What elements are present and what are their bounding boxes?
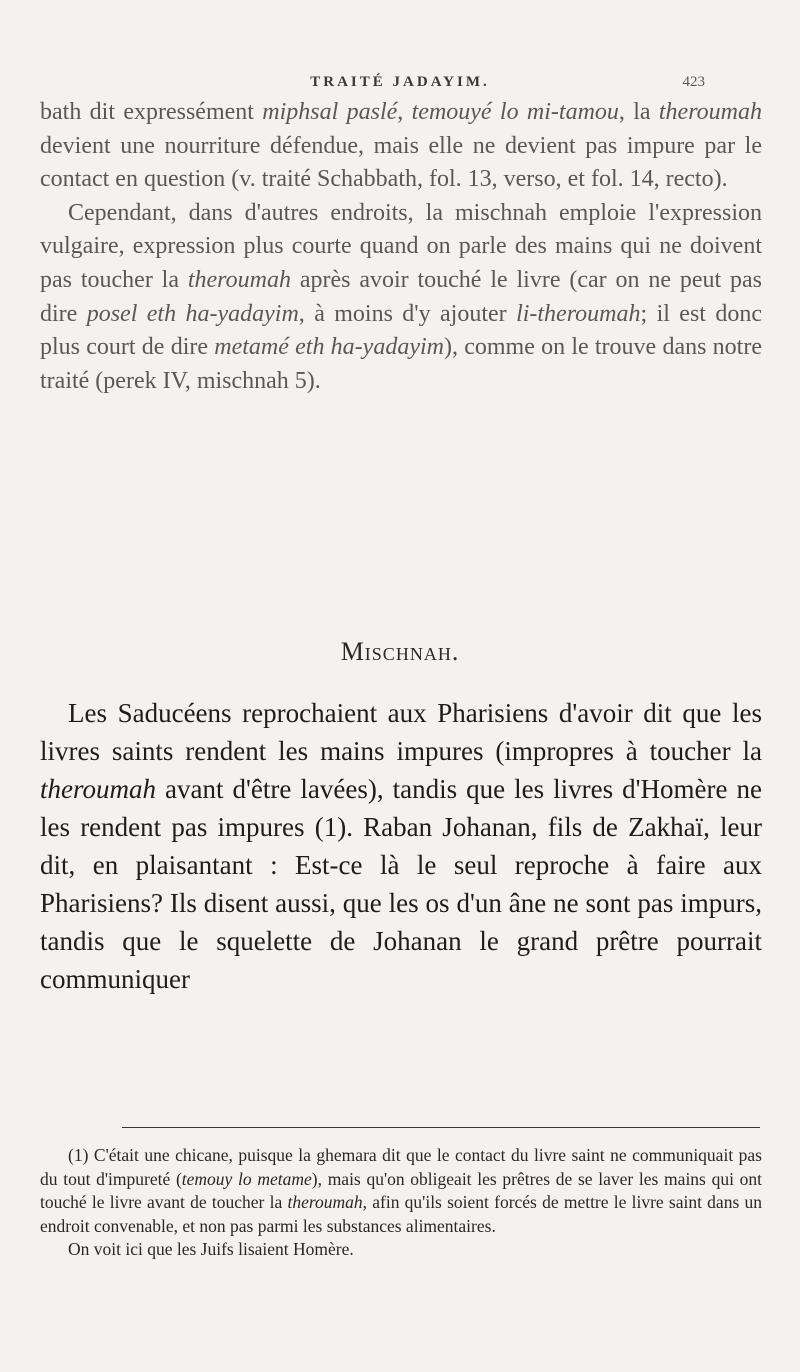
section-title: Mischnah.	[340, 637, 460, 666]
page-number: 423	[682, 74, 705, 90]
page-header	[0, 74, 800, 98]
paragraph-continuation: bath dit expressément miphsal paslé, temouyé lo mi-tamou, la theroumah devient une nourriture défendue, mais elle ne devient pas impure par le contact en question (v. traité Schabbath, fol. 13, verso, et fol. 14, recto).	[40, 99, 762, 193]
footnote	[40, 1144, 762, 1262]
paragraph-cependant: Cependant, dans d'autres endroits, la mischnah emploie l'expression vulgaire, expression plus courte quand on parle des mains qui ne doivent pas toucher la theroumah après avoir touché le livre (car on ne peut pas dire posel eth ha-yadayim, à moins d'y ajouter li-theroumah; il est donc plus court de dire metamé eth ha-yadayim), comme on le trouve dans notre traité (perek IV, mischnah 5).	[40, 199, 763, 394]
running-head: TRAITÉ JADAYIM.	[310, 74, 490, 90]
commentary-text	[40, 96, 762, 398]
mishnah-paragraph: Les Saducéens reprochaient aux Pharisiens d'avoir dit que les livres saints rendent les mains impures (impropres à toucher la theroumah avant d'être lavées), tandis que les livres d'Homère ne les rendent pas impures (1). Raban Johanan, fils de Zakhaï, leur dit, en plaisantant : Est-ce là le seul reproche à faire aux Pharisiens? Ils disent aussi, que les os d'un âne ne sont pas impurs, tandis que le squelette de Johanan le grand prêtre pourrait communiquer	[40, 698, 762, 994]
footnote-divider	[122, 1127, 760, 1128]
footnote-last-line: On voit ici que les Juifs lisaient Homère.	[68, 1239, 354, 1259]
footnote-text: (1) C'était une chicane, puisque la ghemara dit que le contact du livre saint ne communiquait pas du tout d'impureté (temouy lo metame), mais qu'on obligeait les prêtres de se laver les mains qui ont touché le livre avant de toucher la theroumah, afin qu'ils soient forcés de mettre le livre saint dans un endroit convenable, et non pas parmi les substances alimentaires.	[40, 1145, 763, 1236]
mishnah-text	[40, 694, 762, 998]
